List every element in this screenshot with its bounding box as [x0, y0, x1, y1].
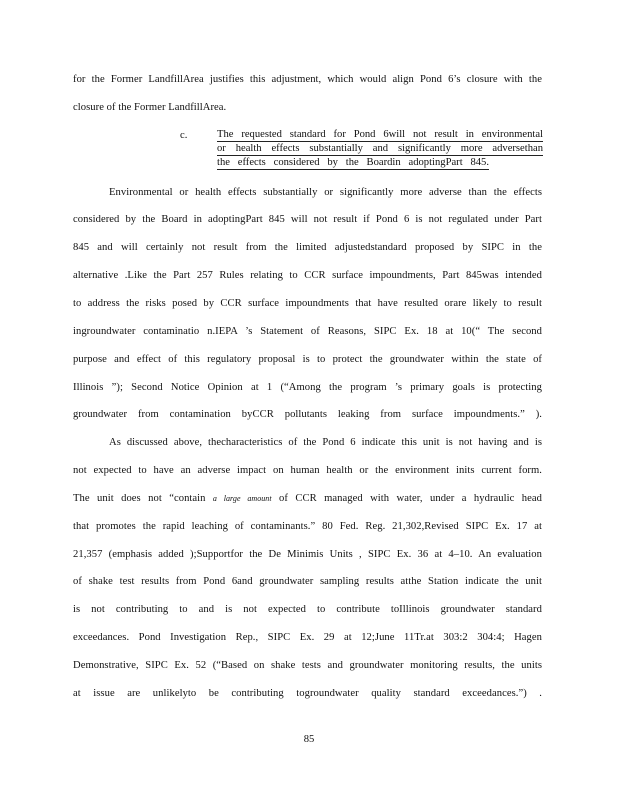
paragraph-line: closure of the Former LandfillArea. — [73, 102, 227, 113]
paragraph-line: at issue are unlikelyto be contributing togroundwater quality standard exceedances.”) . — [73, 688, 542, 699]
paragraph-line: alternative .Like the Part 257 Rules relating to CCR surface impoundments, Part 845was intended — [73, 270, 542, 281]
paragraph-line: purpose and effect of this regulatory proposal is to protect the groundwater within the state of — [73, 354, 542, 365]
paragraph-line: that promotes the rapid leaching of contaminants.” 80 Fed. Reg. 21,302,Revised SIPC Ex. 17 at — [73, 521, 542, 532]
paragraph-line: is not contributing to and is not expected to contribute toIllinois groundwater standard — [73, 604, 542, 615]
paragraph-line: ingroundwater contaminatio n.IEPA ’s Statement of Reasons, SIPC Ex. 18 at 10(“ The second — [73, 326, 542, 337]
section-letter: c. — [180, 130, 188, 141]
paragraph-line: for the Former LandfillArea justifies this adjustment, which would align Pond 6’s closure with the — [73, 74, 542, 85]
paragraph-line: not expected to have an adverse impact on human health or the environment inits current form. — [73, 465, 542, 476]
paragraph-line: to address the risks posed by CCR surface impoundments that have resulted orare likely to result — [73, 298, 542, 309]
section-heading-line: the effects considered by the Boardin adoptingPart 845. — [217, 157, 489, 168]
paragraph-line: Demonstrative, SIPC Ex. 52 (“Based on shake tests and groundwater monitoring results, the units — [73, 660, 542, 671]
emphasized-text: a large amount — [212, 494, 272, 503]
text-segment: of CCR managed with water, under a hydraulic head — [279, 493, 542, 504]
paragraph-line: Illinois ”); Second Notice Opinion at 1 (“Among the program ’s primary goals is protecting — [73, 382, 542, 393]
paragraph-line: considered by the Board in adoptingPart 845 will not result if Pond 6 is not regulated under Part — [73, 214, 542, 225]
page-number: 85 — [303, 734, 315, 745]
paragraph-line: groundwater from contamination byCCR pollutants leaking from surface impoundments.” ). — [73, 409, 542, 420]
section-heading-line: The requested standard for Pond 6will not result in environmental — [217, 129, 543, 140]
section-heading-line: or health effects substantially and significantly more adversethan — [217, 143, 543, 154]
paragraph-line: exceedances. Pond Investigation Rep., SIPC Ex. 29 at 12;June 11Tr.at 303:2 304:4; Hagen — [73, 632, 542, 643]
paragraph-line-with-emphasis — [73, 493, 542, 504]
paragraph-line: 21,357 (emphasis added );Supportfor the De Minimis Units , SIPC Ex. 36 at 4–10. An evaluation — [73, 549, 542, 560]
paragraph-line: Environmental or health effects substantially or significantly more adverse than the effects — [109, 187, 542, 198]
text-segment: The unit does not “contain — [73, 493, 206, 504]
paragraph-line: As discussed above, thecharacteristics of the Pond 6 indicate this unit is not having and is — [109, 437, 542, 448]
paragraph-line: 845 and will certainly not result from the limited adjustedstandard proposed by SIPC in the — [73, 242, 542, 253]
paragraph-line: of shake test results from Pond 6and groundwater sampling results atthe Station indicate the unit — [73, 576, 542, 587]
